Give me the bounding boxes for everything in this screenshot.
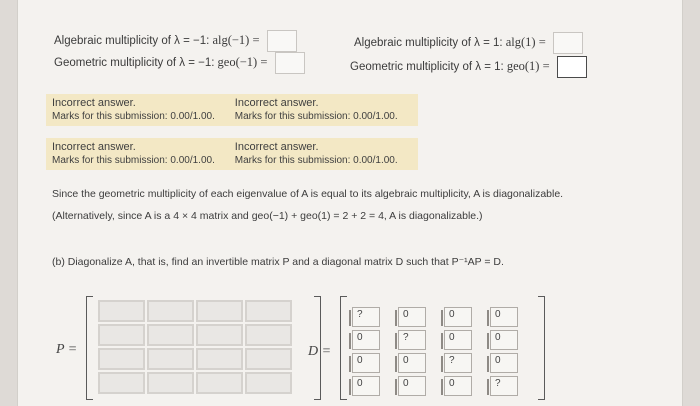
alg-mult-neg-row: [54, 30, 297, 52]
matrix-p-left-bracket: [86, 296, 93, 400]
matrix-p-cell-input[interactable]: [98, 372, 145, 394]
matrix-p-cell-input[interactable]: [98, 348, 145, 370]
cell-divider: [395, 333, 397, 349]
feedback-block-1: [46, 94, 418, 126]
matrix-d-cell-value: ?: [495, 378, 501, 389]
matrix-d-cell-value: ?: [357, 309, 363, 320]
cell-divider: [441, 333, 443, 349]
alg-neg-answer-input[interactable]: [267, 30, 297, 52]
matrix-p-cell-input[interactable]: [98, 324, 145, 346]
explanation-line-1: Since the geometric multiplicity of each eigenvalue of A is equal to its algebraic multiplicity, A is diagonalizable.: [52, 188, 564, 200]
feedback-block-2: [46, 138, 418, 170]
question-sheet: [18, 0, 682, 406]
matrix-d-cell[interactable]: [352, 353, 380, 373]
matrix-d-cell[interactable]: [398, 353, 426, 373]
geo-mult-pos-expr: geo(1) =: [506, 58, 550, 73]
cell-divider: [349, 333, 351, 349]
explanation-line-2: (Alternatively, since A is a 4 × 4 matrix and geo(−1) + geo(1) = 2 + 2 = 4, A is diagonalizable.): [52, 210, 483, 222]
matrix-d-cell-value: 0: [357, 355, 363, 366]
matrix-p-cell-input[interactable]: [147, 324, 194, 346]
geo-mult-pos-row: [350, 56, 587, 78]
matrix-d-cell[interactable]: [444, 330, 472, 350]
matrix-d-cell[interactable]: [490, 376, 518, 396]
alg-mult-neg-label: Algebraic multiplicity of λ = −1:: [54, 34, 210, 47]
feedback-marks: Marks for this submission: 0.00/1.00.: [52, 111, 215, 122]
matrix-d-cell-value: ?: [403, 332, 409, 343]
matrix-d-cell[interactable]: [444, 376, 472, 396]
feedback-marks: Marks for this submission: 0.00/1.00.: [52, 155, 215, 166]
matrix-d-cell-value: 0: [449, 378, 455, 389]
matrix-d-cell-value: 0: [403, 309, 409, 320]
matrix-d-label: D =: [308, 344, 332, 359]
geo-mult-neg-label: Geometric multiplicity of λ = −1:: [54, 56, 215, 69]
matrix-d-cell[interactable]: [490, 353, 518, 373]
alg-pos-answer-input[interactable]: [553, 32, 583, 54]
cell-divider: [441, 379, 443, 395]
matrix-d-cell[interactable]: [398, 330, 426, 350]
feedback-marks: Marks for this submission: 0.00/1.00.: [234, 111, 398, 122]
matrix-p-cell-input[interactable]: [196, 324, 243, 346]
matrix-p-cell-input[interactable]: [245, 372, 292, 394]
cell-divider: [487, 310, 489, 326]
matrix-p-cell-input[interactable]: [98, 300, 145, 322]
geo-mult-neg-expr: geo(−1) =: [217, 54, 268, 69]
matrix-d-right-bracket: [538, 296, 545, 400]
cell-divider: [441, 310, 443, 326]
feedback-title: Incorrect answer.: [234, 97, 319, 109]
matrix-d-cell[interactable]: [398, 376, 426, 396]
matrix-p-cell-input[interactable]: [147, 372, 194, 394]
alg-mult-neg-expr: alg(−1) =: [212, 32, 260, 47]
cell-divider: [395, 356, 397, 372]
matrix-p-cell-input[interactable]: [245, 300, 292, 322]
matrix-d-cell[interactable]: [490, 307, 518, 327]
matrix-d-cell[interactable]: [398, 307, 426, 327]
geo-mult-pos-label: Geometric multiplicity of λ = 1:: [350, 60, 504, 73]
matrix-d-cell[interactable]: [352, 307, 380, 327]
alg-mult-pos-row: [354, 32, 583, 54]
cell-divider: [395, 310, 397, 326]
feedback-title: Incorrect answer.: [52, 141, 136, 153]
matrix-d-cell-value: 0: [449, 332, 455, 343]
matrix-d-cell[interactable]: [444, 307, 472, 327]
cell-divider: [349, 379, 351, 395]
alg-mult-pos-expr: alg(1) =: [505, 34, 546, 49]
feedback-title: Incorrect answer.: [52, 97, 136, 109]
cell-divider: [441, 356, 443, 372]
cell-divider: [349, 356, 351, 372]
matrix-d-cell[interactable]: [352, 330, 380, 350]
matrix-p-cell-input[interactable]: [196, 348, 243, 370]
matrix-p-cell-input[interactable]: [196, 372, 243, 394]
matrix-d-cell[interactable]: [352, 376, 380, 396]
matrix-d-cell-value: 0: [495, 309, 501, 320]
geo-pos-answer-input[interactable]: [557, 56, 587, 78]
cell-divider: [487, 333, 489, 349]
cell-divider: [349, 310, 351, 326]
matrix-p-cell-input[interactable]: [147, 300, 194, 322]
cell-divider: [487, 379, 489, 395]
matrix-d-cell-value: 0: [495, 355, 501, 366]
matrix-p-label: P =: [56, 342, 78, 357]
matrix-d-cell[interactable]: [490, 330, 518, 350]
cell-divider: [395, 379, 397, 395]
part-b-prompt: (b) Diagonalize A, that is, find an invertible matrix P and a diagonal matrix D such that P⁻¹AP = D.: [52, 256, 504, 268]
cell-divider: [487, 356, 489, 372]
feedback-marks: Marks for this submission: 0.00/1.00.: [234, 155, 398, 166]
matrix-d-cell[interactable]: [444, 353, 472, 373]
matrix-d-cell-value: 0: [403, 378, 409, 389]
matrix-d-cell-value: 0: [449, 309, 455, 320]
matrix-d-cell-value: 0: [495, 332, 501, 343]
matrix-d-cell-value: ?: [449, 355, 455, 366]
matrix-p-cell-input[interactable]: [245, 348, 292, 370]
geo-neg-answer-input[interactable]: [275, 52, 305, 74]
matrix-d-left-bracket: [340, 296, 347, 400]
geo-mult-neg-row: [54, 52, 305, 74]
matrix-p-cell-input[interactable]: [196, 300, 243, 322]
feedback-title: Incorrect answer.: [234, 141, 319, 153]
matrix-d-cell-value: 0: [357, 332, 363, 343]
matrix-d-cell-value: 0: [403, 355, 409, 366]
matrix-d-cell-value: 0: [357, 378, 363, 389]
alg-mult-pos-label: Algebraic multiplicity of λ = 1:: [354, 36, 503, 49]
matrix-p-cell-input[interactable]: [245, 324, 292, 346]
matrix-p-cell-input[interactable]: [147, 348, 194, 370]
